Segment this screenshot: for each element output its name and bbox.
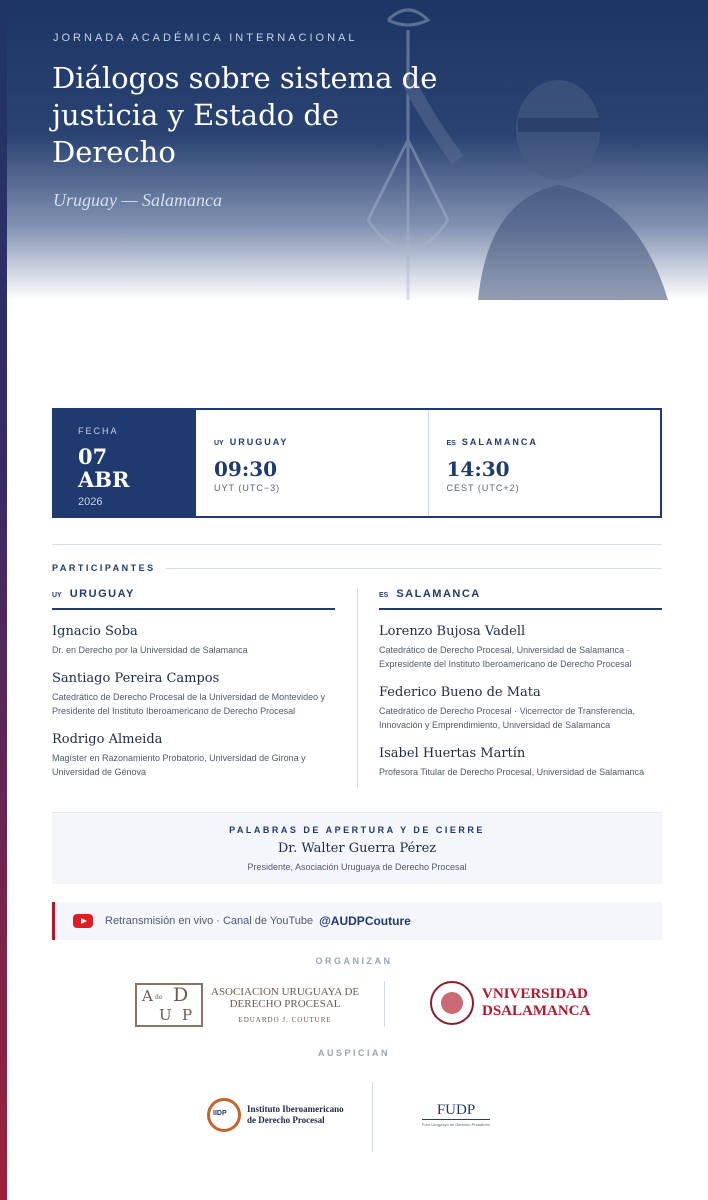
salamanca-column xyxy=(379,588,662,779)
usal-name-line2: DSALAMANCA xyxy=(482,1003,591,1019)
event-kicker: JORNADA ACADÉMICA INTERNACIONAL xyxy=(53,32,358,44)
time-value: 09:30 xyxy=(214,457,278,481)
country-code: UY xyxy=(52,592,62,599)
time-value: 14:30 xyxy=(446,457,510,481)
place-label: SALAMANCA xyxy=(461,437,538,447)
participant xyxy=(379,685,662,732)
iidp-logo xyxy=(207,1098,344,1132)
participant-role: Magíster en Razonamiento Probatorio, Universidad de Girona y Universidad de Génova xyxy=(52,753,306,777)
participant-role: Catedrático de Derecho Procesal de la Universidad de Montevideo y Presidente del Instituto Iberoamericano de Derecho Procesal xyxy=(52,692,326,716)
time-zone: UYT (UTC−3) xyxy=(214,483,281,493)
logo-divider xyxy=(384,981,385,1027)
youtube-icon xyxy=(73,914,93,928)
iidp-name-line1: Instituto Iberoamericano xyxy=(247,1104,344,1114)
date-box xyxy=(54,410,196,516)
date-month: ABR xyxy=(78,467,130,492)
country-code: ES xyxy=(379,592,389,599)
uruguay-column xyxy=(52,588,335,779)
country-code: UY xyxy=(214,440,224,447)
page-subtitle: Uruguay — Salamanca xyxy=(53,190,222,210)
iidp-name-line2: de Derecho Procesal xyxy=(247,1115,325,1125)
participant-name: Lorenzo Bujosa Vadell xyxy=(379,624,526,639)
place-label: URUGUAY xyxy=(229,437,289,447)
participant xyxy=(52,624,335,657)
organizers-heading: ORGANIZAN xyxy=(315,956,393,966)
column-divider xyxy=(357,588,358,788)
time-zone: CEST (UTC+2) xyxy=(446,483,520,493)
participant-role: Catedrático de Derecho Procesal · Vicerrector de Transferencia, Innovación y Emprendimiento, Universidad de Salamanca xyxy=(379,706,635,730)
participant-name: Isabel Huertas Martín xyxy=(379,746,526,761)
fudp-name: FUDP xyxy=(422,1102,490,1120)
page-title: Diálogos sobre sistema de justicia y Estado de Derecho xyxy=(52,61,438,169)
participant-name: Federico Bueno de Mata xyxy=(379,685,541,700)
participant xyxy=(52,671,335,718)
audp-name-line2: DERECHO PROCESAL xyxy=(229,998,341,1010)
audp-logo xyxy=(135,983,359,1027)
participant xyxy=(379,624,662,671)
participants-heading: PARTICIPANTES xyxy=(52,563,662,573)
participant-role: Dr. en Derecho por la Universidad de Salamanca xyxy=(52,645,248,655)
schedule-card xyxy=(52,408,662,518)
side-accent-bar xyxy=(0,0,7,1200)
participant-name: Ignacio Soba xyxy=(52,624,138,639)
fudp-tagline: Foro Uruguayo de Derecho Probatorio xyxy=(422,1122,491,1127)
closing-remarks-box xyxy=(52,812,662,884)
participant-name: Santiago Pereira Campos xyxy=(52,671,220,686)
time-salamanca xyxy=(428,410,661,516)
usal-logo xyxy=(430,981,590,1025)
livestream-banner[interactable] xyxy=(52,902,662,940)
divider xyxy=(52,544,662,545)
youtube-channel-link[interactable]: @AUDPCouture xyxy=(319,914,411,928)
participant xyxy=(52,732,335,779)
participant-name: Rodrigo Almeida xyxy=(52,732,163,747)
sponsors-heading: AUSPICIAN xyxy=(317,1048,390,1058)
sponsors-row xyxy=(52,1082,662,1152)
usal-seal-icon xyxy=(430,981,474,1025)
time-uruguay xyxy=(196,410,428,516)
closing-label: PALABRAS DE APERTURA Y DE CIERRE xyxy=(229,825,485,835)
organizers-row xyxy=(52,975,662,1035)
logo-divider xyxy=(372,1082,373,1152)
country-code: ES xyxy=(446,440,456,447)
participant-role: Profesora Titular de Derecho Procesal, Universidad de Salamanca xyxy=(379,767,645,777)
livestream-text: Retransmisión en vivo · Canal de YouTube xyxy=(105,915,314,927)
hero-banner xyxy=(7,0,708,300)
closing-speaker-role: Presidente, Asociación Uruguaya de Derecho Procesal xyxy=(247,862,467,872)
column-heading: UY URUGUAY xyxy=(52,588,335,610)
audp-name-line1: ASOCIACION URUGUAYA DE xyxy=(211,986,360,998)
participant-role: Catedrático de Derecho Procesal, Universidad de Salamanca · Expresidente del Instituto Iberoamericano de Derecho Procesal xyxy=(379,645,632,669)
usal-name-line1: VNIVERSIDAD xyxy=(482,986,588,1002)
participant xyxy=(379,746,662,779)
iidp-emblem-icon: IIDP xyxy=(207,1098,241,1132)
date-day: 07 xyxy=(78,444,108,469)
column-heading: ES SALAMANCA xyxy=(379,588,662,610)
fudp-logo xyxy=(422,1102,490,1127)
date-label: FECHA xyxy=(78,426,119,436)
closing-speaker-name: Dr. Walter Guerra Pérez xyxy=(277,841,437,856)
date-year: 2026 xyxy=(78,496,103,508)
audp-monogram: A de D U P xyxy=(135,983,203,1027)
audp-name-line3: EDUARDO J. COUTURE xyxy=(238,1016,332,1024)
